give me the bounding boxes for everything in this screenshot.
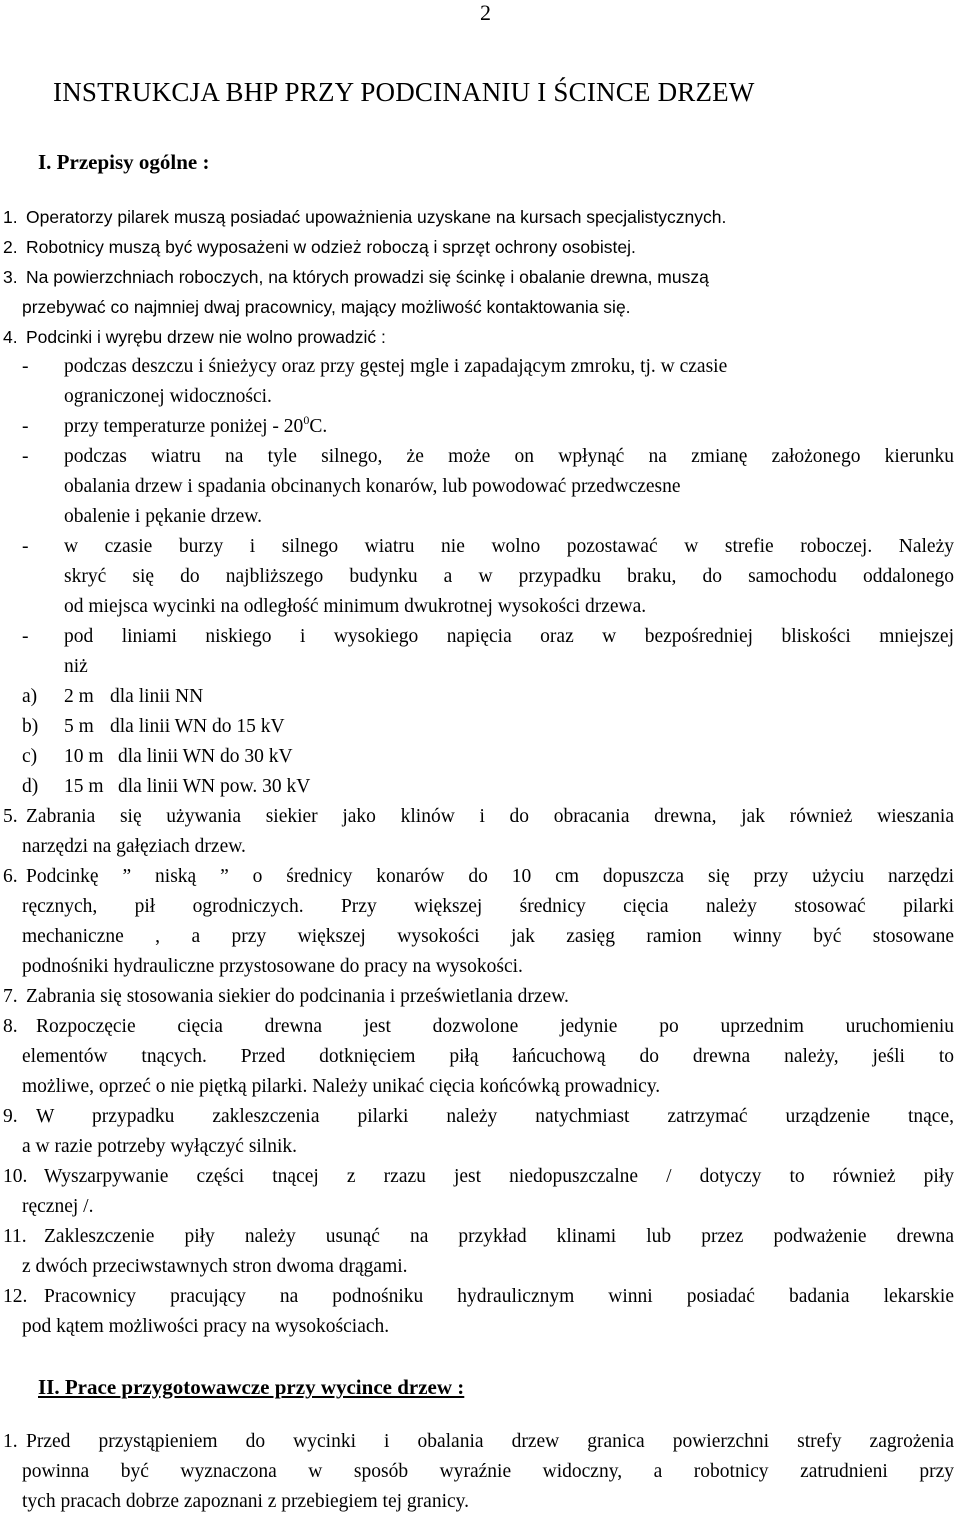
rule-5: 5. Zabrania się używania siekier jako klinów i do obracania drewna, jak również wieszania bbox=[3, 806, 954, 827]
rule-5-cont: narzędzi na gałęziach drzew. bbox=[22, 836, 246, 857]
rule-9-cont: a w razie potrzeby wyłączyć silnik. bbox=[22, 1136, 298, 1157]
rule-3-cont: przebywać co najmniej dwaj pracownicy, mający możliwość kontaktowania się. bbox=[22, 297, 631, 317]
prep-rule-1: 1. Przed przystąpieniem do wycinki i obalania drzew granica powierzchni strefy zagrożenia bbox=[3, 1431, 954, 1452]
rule-4-item-2: - przy temperaturze poniżej - $20^0C$. bbox=[22, 413, 328, 437]
rule-4-item-1-cont: ograniczonej widoczności. bbox=[64, 386, 272, 407]
rule-10: 10. Wyszarpywanie części tnącej z rzazu jest niedopuszczalne / dotyczy to również piły bbox=[3, 1166, 954, 1187]
section-heading-preparation: II. Prace przygotowawcze przy wycince drzew : bbox=[38, 1375, 465, 1399]
rule-4-item-3-cont: obalenie i pękanie drzew. bbox=[64, 506, 262, 527]
preparation-rules bbox=[0, 1427, 960, 1517]
page-number: 2 bbox=[480, 0, 491, 25]
distance-item: c) 10 m dla linii WN do 30 kV bbox=[22, 746, 293, 767]
rule-4-item-3-cont: obalania drzew i spadania obcinanych konarów, lub powodować przedwczesne bbox=[64, 476, 681, 497]
rule-11: 11. Zakleszczenie piły należy usunąć na przykład klinami lub przez podważenie drewna bbox=[3, 1226, 954, 1247]
section-heading-general: I. Przepisy ogólne : bbox=[38, 150, 210, 174]
rule-6-cont: podnośniki hydrauliczne przystosowane do pracy na wysokości. bbox=[22, 956, 523, 977]
rule-4-item-5-cont: niż bbox=[64, 656, 88, 677]
rule-4-item-3: - podczas wiatru na tyle silnego, że może on wpłynąć na zmianę założonego kierunku bbox=[22, 446, 954, 467]
rule-8-cont: elementów tnących. Przed dotknięciem piłą łańcuchową do drewna należy, jeśli to bbox=[22, 1046, 954, 1067]
rule-12: 12. Pracownicy pracujący na podnośniku hydraulicznym winni posiadać badania lekarskie bbox=[3, 1286, 954, 1307]
rule-4: 4. Podcinki i wyrębu drzew nie wolno prowadzić : bbox=[3, 327, 386, 347]
rule-8: 8. Rozpoczęcie cięcia drewna jest dozwolone jedynie po uprzednim uruchomieniu bbox=[3, 1016, 954, 1037]
rule-6-cont: ręcznych, pił ogrodniczych. Przy większej średnicy cięcia należy stosować pilarki bbox=[22, 896, 954, 917]
distance-item: a) 2 m dla linii NN bbox=[22, 686, 204, 707]
rule-4-item-1: - podczas deszczu i śnieżycy oraz przy gęstej mgle i zapadającym zmroku, tj. w czasie bbox=[22, 356, 728, 377]
rule-7: 7. Zabrania się stosowania siekier do podcinania i prześwietlania drzew. bbox=[3, 986, 569, 1007]
rule-4-item-4-cont: skryć się do najbliższego budynku a w przypadku braku, do samochodu oddalonego bbox=[64, 566, 954, 587]
distance-item: b) 5 m dla linii WN do 15 kV bbox=[22, 716, 285, 737]
prep-rule-1-cont: tych pracach dobrze zapoznani z przebiegiem tej granicy. bbox=[22, 1491, 469, 1512]
rule-10-cont: ręcznej /. bbox=[22, 1196, 94, 1217]
document-title: INSTRUKCJA BHP PRZY PODCINANIU I ŚCINCE DRZEW bbox=[53, 77, 755, 107]
rule-4-item-5: - pod liniami niskiego i wysokiego napięcia oraz w bezpośredniej bliskości mniejszej bbox=[22, 626, 954, 647]
rule-6: 6. Podcinkę ” niską ” o średnicy konarów do 10 cm dopuszcza się przy użyciu narzędzi bbox=[3, 866, 954, 887]
rule-4-item-4-cont: od miejsca wycinki na odległość minimum dwukrotnej wysokości drzewa. bbox=[64, 596, 647, 617]
rule-1: 1. Operatorzy pilarek muszą posiadać upoważnienia uzyskane na kursach specjalistycznych. bbox=[3, 207, 727, 227]
rule-12-cont: pod kątem możliwości pracy na wysokościach. bbox=[22, 1316, 390, 1337]
prep-rule-1-cont: powinna być wyznaczona w sposób wyraźnie widoczny, a robotnicy zatrudnieni przy bbox=[22, 1461, 954, 1482]
rule-3: 3. Na powierzchniach roboczych, na których prowadzi się ścinkę i obalanie drewna, muszą bbox=[3, 267, 709, 287]
rule-11-cont: z dwóch przeciwstawnych stron dwoma drągami. bbox=[22, 1256, 408, 1277]
general-rules bbox=[0, 202, 960, 1342]
distance-item: d) 15 m dla linii WN pow. 30 kV bbox=[22, 776, 311, 797]
rule-9: 9. W przypadku zakleszczenia pilarki należy natychmiast zatrzymać urządzenie tnące, bbox=[3, 1106, 954, 1127]
rule-6-cont: mechaniczne , a przy większej wysokości jak zasięg ramion winny być stosowane bbox=[22, 926, 954, 947]
rule-8-cont: możliwe, oprzeć o nie piętką pilarki. Należy unikać cięcia końcówką prowadnicy. bbox=[22, 1076, 661, 1097]
rule-2: 2. Robotnicy muszą być wyposażeni w odzież roboczą i sprzęt ochrony osobistej. bbox=[3, 237, 636, 257]
rule-4-item-4: - w czasie burzy i silnego wiatru nie wolno pozostawać w strefie roboczej. Należy bbox=[22, 536, 954, 557]
